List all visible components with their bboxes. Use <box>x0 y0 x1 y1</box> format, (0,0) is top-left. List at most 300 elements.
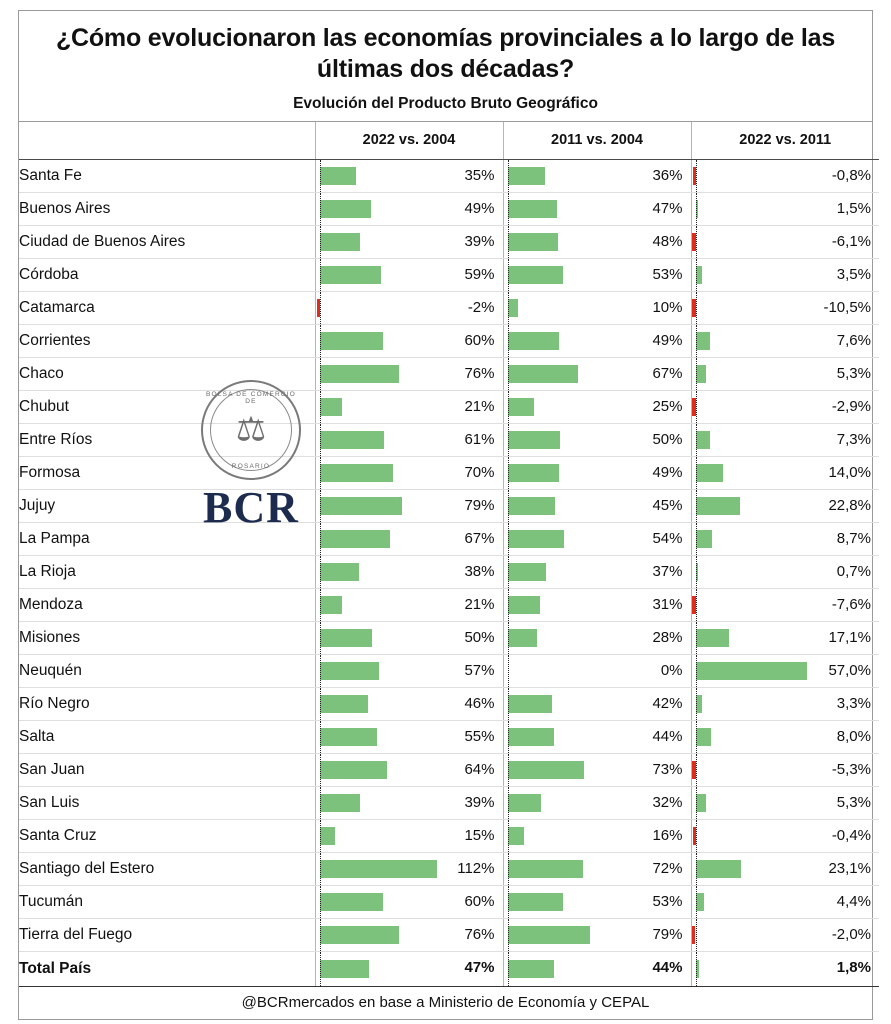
value-label: 14,0% <box>828 463 871 481</box>
value-label: -7,6% <box>831 595 871 613</box>
metric-cell <box>691 390 879 423</box>
value-label: 76% <box>464 925 495 943</box>
value-bar <box>320 398 342 416</box>
bar-track <box>504 919 691 951</box>
value-bar <box>320 563 360 581</box>
bar-track <box>316 424 503 456</box>
value-bar <box>696 266 703 284</box>
table-row <box>19 852 879 885</box>
value-label: -2,9% <box>831 397 871 415</box>
bar-track <box>316 160 503 192</box>
value-label: 0,7% <box>836 562 871 580</box>
bar-track <box>692 820 880 852</box>
metric-cell <box>315 753 503 786</box>
zero-line <box>508 589 509 621</box>
value-label: 47% <box>464 958 495 976</box>
zero-line <box>696 358 697 390</box>
bar-track <box>504 754 691 786</box>
page-title: ¿Cómo evolucionaron las economías provinciales a lo largo de las últimas dos décadas? <box>55 24 836 84</box>
table-row <box>19 423 879 456</box>
value-bar <box>508 761 585 779</box>
zero-line <box>320 886 321 918</box>
value-bar <box>320 233 361 251</box>
metric-cell <box>691 456 879 489</box>
metric-cell <box>691 522 879 555</box>
metric-cell <box>691 588 879 621</box>
value-label: 42% <box>652 694 683 712</box>
bar-track <box>692 919 880 951</box>
bar-track <box>316 721 503 753</box>
value-bar <box>696 497 740 515</box>
metric-cell <box>315 819 503 852</box>
bar-track <box>692 622 880 654</box>
table-row <box>19 291 879 324</box>
value-label: -0,8% <box>831 166 871 184</box>
value-label: 5,3% <box>836 793 871 811</box>
table-row <box>19 522 879 555</box>
metric-cell <box>691 489 879 522</box>
zero-line <box>320 292 321 324</box>
metric-cell <box>691 720 879 753</box>
value-label: 21% <box>464 595 495 613</box>
metric-cell <box>503 555 691 588</box>
metric-cell <box>315 720 503 753</box>
metric-cell <box>503 753 691 786</box>
value-label: 76% <box>464 364 495 382</box>
value-bar <box>508 497 555 515</box>
column-header-2022-vs-2011: 2022 vs. 2011 <box>691 122 879 160</box>
metric-cell <box>503 489 691 522</box>
zero-line <box>320 325 321 357</box>
value-label: 39% <box>464 793 495 811</box>
value-bar <box>320 761 387 779</box>
value-label: 67% <box>652 364 683 382</box>
metric-cell <box>691 885 879 918</box>
value-label: -0,4% <box>831 826 871 844</box>
metric-cell <box>315 390 503 423</box>
province-name: Jujuy <box>19 489 315 522</box>
bar-track <box>692 886 880 918</box>
province-name: Neuquén <box>19 654 315 687</box>
zero-line <box>320 160 321 192</box>
value-bar <box>508 530 565 548</box>
bar-track <box>504 556 691 588</box>
value-label: -6,1% <box>831 232 871 250</box>
value-bar <box>508 431 561 449</box>
metric-cell <box>315 786 503 819</box>
value-bar <box>320 200 371 218</box>
province-name: La Rioja <box>19 555 315 588</box>
province-name: Ciudad de Buenos Aires <box>19 225 315 258</box>
zero-line <box>320 523 321 555</box>
value-label: 48% <box>652 232 683 250</box>
bar-track <box>692 754 880 786</box>
metric-cell <box>315 687 503 720</box>
zero-line <box>696 457 697 489</box>
value-label: 47% <box>652 199 683 217</box>
table-row <box>19 720 879 753</box>
value-label: 36% <box>652 166 683 184</box>
bar-track <box>692 160 880 192</box>
value-label: 35% <box>464 166 495 184</box>
metric-cell <box>691 357 879 390</box>
zero-line <box>696 952 697 986</box>
metric-cell <box>503 159 691 192</box>
page-bleed-text <box>0 1002 891 1024</box>
table-row <box>19 687 879 720</box>
zero-line <box>696 655 697 687</box>
table-row <box>19 819 879 852</box>
zero-line <box>696 754 697 786</box>
metric-cell <box>315 918 503 951</box>
bar-track <box>316 688 503 720</box>
bar-track <box>504 259 691 291</box>
table-row <box>19 192 879 225</box>
bar-track <box>316 655 503 687</box>
value-bar <box>508 926 591 944</box>
metric-cell <box>691 621 879 654</box>
value-label: 46% <box>464 694 495 712</box>
table-row <box>19 753 879 786</box>
zero-line <box>508 721 509 753</box>
value-bar <box>508 596 541 614</box>
bar-track <box>692 556 880 588</box>
value-label: 53% <box>652 265 683 283</box>
province-name: Misiones <box>19 621 315 654</box>
zero-line <box>696 886 697 918</box>
bar-track <box>504 787 691 819</box>
zero-line <box>320 358 321 390</box>
metric-cell <box>315 621 503 654</box>
province-name: San Juan <box>19 753 315 786</box>
value-bar <box>320 960 369 978</box>
bar-track <box>316 226 503 258</box>
value-label: 60% <box>464 892 495 910</box>
province-name: Río Negro <box>19 687 315 720</box>
province-name: Santa Fe <box>19 159 315 192</box>
metric-cell <box>315 588 503 621</box>
zero-line <box>320 391 321 423</box>
province-name: San Luis <box>19 786 315 819</box>
bar-track <box>504 160 691 192</box>
metric-cell <box>691 654 879 687</box>
value-bar <box>320 167 357 185</box>
metric-cell <box>315 555 503 588</box>
value-bar <box>508 266 564 284</box>
value-label: 57% <box>464 661 495 679</box>
bar-track <box>504 424 691 456</box>
bar-track <box>316 358 503 390</box>
metric-cell <box>503 621 691 654</box>
bar-track <box>504 655 691 687</box>
province-name: Mendoza <box>19 588 315 621</box>
province-name: Catamarca <box>19 291 315 324</box>
value-label: 0% <box>660 661 683 679</box>
metric-cell <box>315 885 503 918</box>
total-label: Total País <box>19 951 315 986</box>
bar-track <box>504 622 691 654</box>
zero-line <box>508 556 509 588</box>
value-label: 79% <box>464 496 495 514</box>
table-row <box>19 324 879 357</box>
value-label: 59% <box>464 265 495 283</box>
zero-line <box>320 754 321 786</box>
value-bar <box>508 464 559 482</box>
value-label: 1,8% <box>836 958 871 976</box>
province-name: Chaco <box>19 357 315 390</box>
metric-cell <box>503 192 691 225</box>
metric-cell <box>503 324 691 357</box>
value-bar <box>508 299 519 317</box>
bar-track <box>504 688 691 720</box>
bar-track <box>504 193 691 225</box>
metric-cell <box>315 225 503 258</box>
value-bar <box>320 332 383 350</box>
zero-line <box>508 391 509 423</box>
table-header-row <box>19 122 879 160</box>
value-bar <box>320 530 390 548</box>
bar-track <box>692 226 880 258</box>
bar-track <box>692 490 880 522</box>
bar-track <box>316 754 503 786</box>
metric-cell <box>503 918 691 951</box>
value-bar <box>320 266 382 284</box>
metric-cell <box>503 522 691 555</box>
zero-line <box>320 589 321 621</box>
metric-cell <box>503 687 691 720</box>
table-row <box>19 456 879 489</box>
caduceus-icon: ⚖ <box>235 410 267 449</box>
bar-track <box>692 655 880 687</box>
value-label: 8,0% <box>836 727 871 745</box>
metric-cell <box>691 324 879 357</box>
metric-cell <box>503 456 691 489</box>
bar-track <box>692 523 880 555</box>
value-label: 57,0% <box>828 661 871 679</box>
bar-track <box>316 325 503 357</box>
zero-line <box>508 886 509 918</box>
table-row <box>19 918 879 951</box>
zero-line <box>696 292 697 324</box>
metric-cell <box>691 192 879 225</box>
value-label: 79% <box>652 925 683 943</box>
zero-line <box>320 919 321 951</box>
value-label: 21% <box>464 397 495 415</box>
bar-track <box>504 589 691 621</box>
value-label: 39% <box>464 232 495 250</box>
zero-line <box>320 226 321 258</box>
table-row <box>19 258 879 291</box>
zero-line <box>508 259 509 291</box>
metric-cell <box>315 291 503 324</box>
bar-track <box>316 391 503 423</box>
metric-cell <box>503 885 691 918</box>
zero-line <box>696 853 697 885</box>
value-bar <box>508 563 547 581</box>
metric-cell <box>691 753 879 786</box>
value-label: 60% <box>464 331 495 349</box>
value-label: 50% <box>652 430 683 448</box>
metric-cell <box>691 159 879 192</box>
metric-cell <box>315 423 503 456</box>
bar-track <box>504 523 691 555</box>
zero-line <box>320 820 321 852</box>
zero-line <box>320 853 321 885</box>
province-name: Chubut <box>19 390 315 423</box>
metric-cell <box>503 588 691 621</box>
provinces-table <box>19 122 879 987</box>
value-label: 49% <box>652 463 683 481</box>
table-row <box>19 225 879 258</box>
metric-cell <box>691 258 879 291</box>
zero-line <box>696 556 697 588</box>
metric-cell <box>315 192 503 225</box>
value-bar <box>320 365 400 383</box>
zero-line <box>696 688 697 720</box>
value-bar <box>320 695 368 713</box>
zero-line <box>696 787 697 819</box>
value-label: 32% <box>652 793 683 811</box>
zero-line <box>696 325 697 357</box>
value-label: 17,1% <box>828 628 871 646</box>
value-label: -2% <box>467 298 495 316</box>
column-header-2011-vs-2004: 2011 vs. 2004 <box>503 122 691 160</box>
zero-line <box>508 820 509 852</box>
value-bar <box>320 431 384 449</box>
province-name: Santa Cruz <box>19 819 315 852</box>
zero-line <box>508 193 509 225</box>
table-row <box>19 159 879 192</box>
metric-cell <box>503 720 691 753</box>
bar-track <box>504 292 691 324</box>
bar-track <box>692 358 880 390</box>
value-label: 70% <box>464 463 495 481</box>
province-name: Tierra del Fuego <box>19 918 315 951</box>
zero-line <box>696 820 697 852</box>
zero-line <box>320 556 321 588</box>
value-label: 73% <box>652 760 683 778</box>
bar-track <box>504 952 691 986</box>
metric-cell <box>315 654 503 687</box>
metric-cell <box>503 291 691 324</box>
zero-line <box>320 688 321 720</box>
metric-cell <box>691 291 879 324</box>
value-label: 45% <box>652 496 683 514</box>
zero-line <box>696 589 697 621</box>
zero-line <box>320 490 321 522</box>
value-bar <box>696 530 713 548</box>
zero-line <box>696 424 697 456</box>
bcr-wordmark: BCR <box>203 483 299 532</box>
value-label: 67% <box>464 529 495 547</box>
value-label: 31% <box>652 595 683 613</box>
zero-line <box>320 655 321 687</box>
bar-track <box>504 886 691 918</box>
metric-cell <box>503 225 691 258</box>
value-label: 55% <box>464 727 495 745</box>
zero-line <box>320 259 321 291</box>
bar-track <box>316 787 503 819</box>
value-label: 44% <box>652 958 683 976</box>
value-label: 49% <box>464 199 495 217</box>
metric-cell <box>503 951 691 986</box>
value-bar <box>696 464 723 482</box>
metric-cell <box>315 159 503 192</box>
zero-line <box>320 721 321 753</box>
zero-line <box>508 523 509 555</box>
metric-cell <box>691 555 879 588</box>
province-name: Corrientes <box>19 324 315 357</box>
table-row <box>19 621 879 654</box>
zero-line <box>696 490 697 522</box>
value-label: 23,1% <box>828 859 871 877</box>
value-bar <box>508 728 554 746</box>
bar-track <box>692 259 880 291</box>
metric-cell <box>503 819 691 852</box>
zero-line <box>508 622 509 654</box>
value-label: 37% <box>652 562 683 580</box>
value-label: -5,3% <box>831 760 871 778</box>
value-bar <box>508 860 584 878</box>
value-label: 16% <box>652 826 683 844</box>
zero-line <box>696 919 697 951</box>
bar-track <box>692 952 880 986</box>
zero-line <box>508 754 509 786</box>
bar-track <box>692 589 880 621</box>
zero-line <box>508 292 509 324</box>
value-label: 49% <box>652 331 683 349</box>
metric-cell <box>691 687 879 720</box>
value-bar <box>320 464 394 482</box>
value-bar <box>320 794 361 812</box>
metric-cell <box>315 951 503 986</box>
value-label: 8,7% <box>836 529 871 547</box>
value-label: 50% <box>464 628 495 646</box>
value-label: 112% <box>457 859 495 877</box>
bar-track <box>692 721 880 753</box>
zero-line <box>696 721 697 753</box>
zero-line <box>508 226 509 258</box>
zero-line <box>320 622 321 654</box>
value-label: 54% <box>652 529 683 547</box>
value-bar <box>508 167 546 185</box>
value-bar <box>508 629 537 647</box>
province-name: Formosa <box>19 456 315 489</box>
value-bar <box>696 365 706 383</box>
value-label: 64% <box>464 760 495 778</box>
bar-track <box>316 193 503 225</box>
zero-line <box>320 193 321 225</box>
seal-bottom-text: ROSARIO <box>231 463 271 470</box>
metric-cell <box>503 423 691 456</box>
metric-cell <box>503 852 691 885</box>
metric-cell <box>503 654 691 687</box>
zero-line <box>696 523 697 555</box>
zero-line <box>696 622 697 654</box>
bar-track <box>504 325 691 357</box>
value-bar <box>508 200 557 218</box>
metric-cell <box>691 819 879 852</box>
metric-cell <box>503 357 691 390</box>
bar-track <box>504 358 691 390</box>
metric-cell <box>691 852 879 885</box>
metric-cell <box>691 951 879 986</box>
zero-line <box>320 952 321 986</box>
value-label: 22,8% <box>828 496 871 514</box>
metric-cell <box>315 324 503 357</box>
value-bar <box>320 860 438 878</box>
bar-track <box>316 556 503 588</box>
